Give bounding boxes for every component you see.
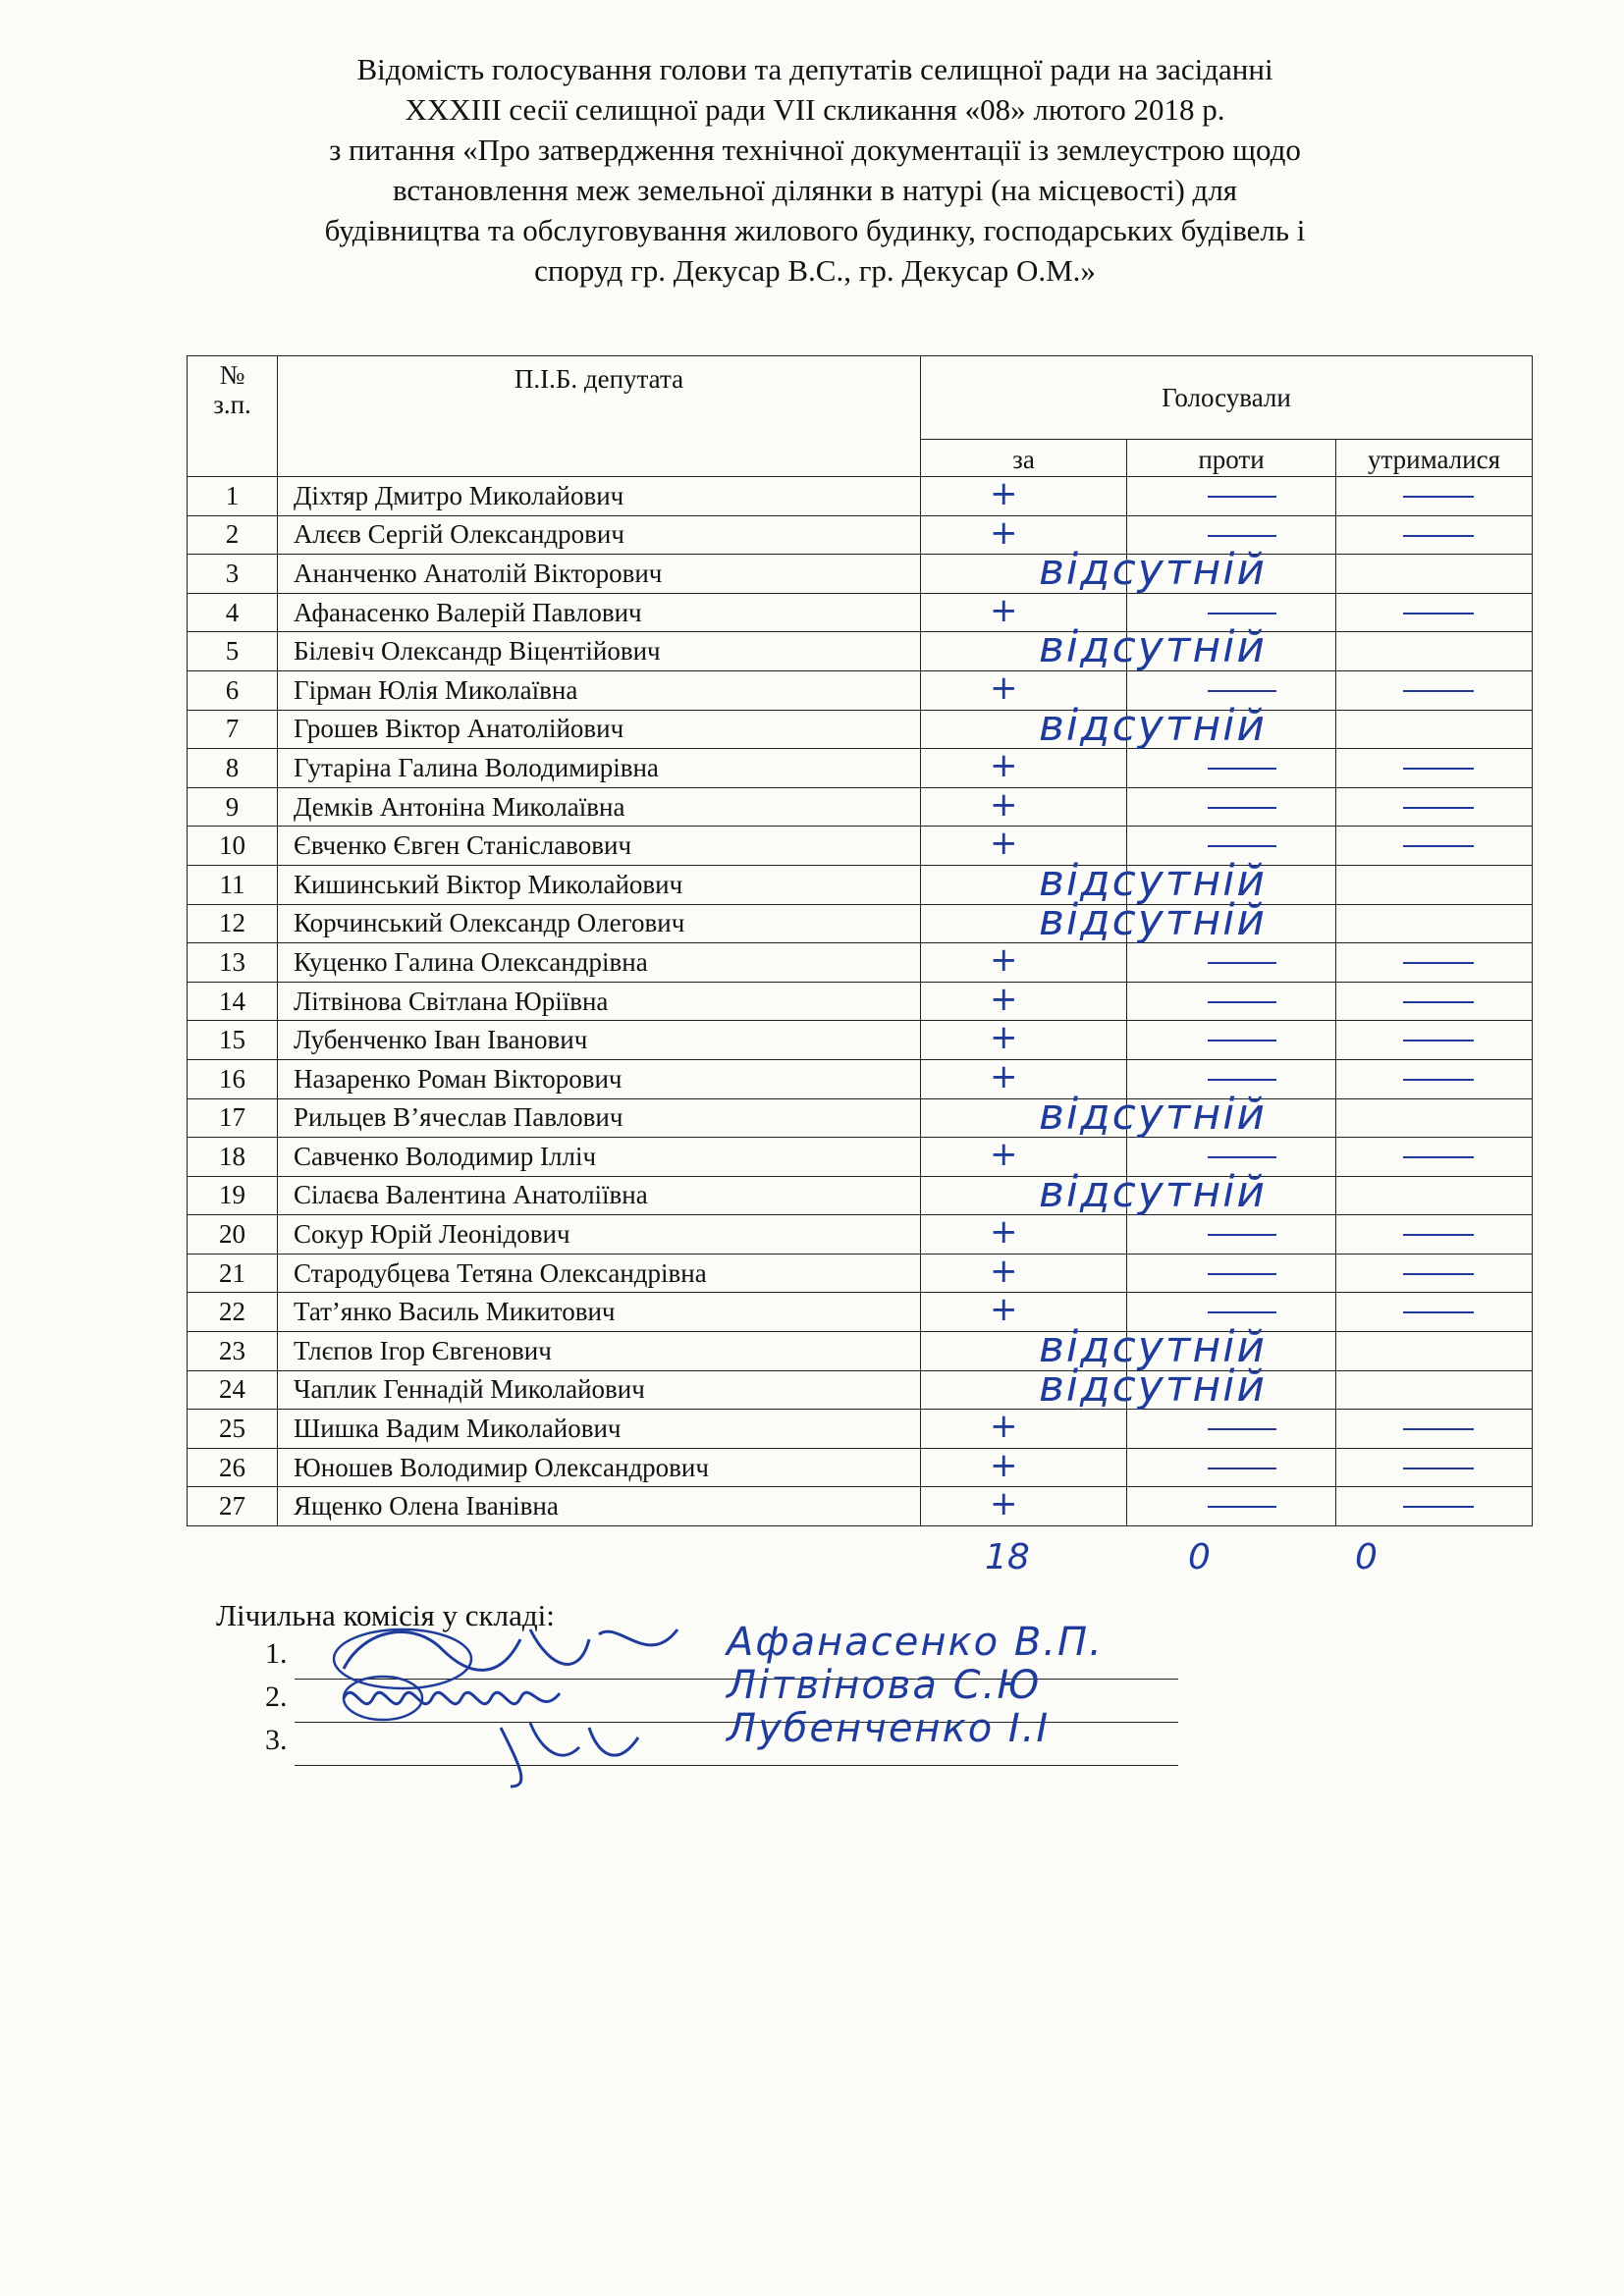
title-line-1: Відомість голосування голови та депутатів селищної ради на засіданні (356, 52, 1273, 86)
row-number: 4 (188, 593, 278, 632)
absent-mark: відсутній (1039, 894, 1268, 945)
plus-mark-icon: + (990, 746, 1018, 786)
plus-mark-icon: + (990, 1407, 1018, 1447)
vote-abstained-cell (1336, 1370, 1533, 1410)
signature-scribble-icon (481, 1708, 658, 1796)
vote-for-cell (921, 746, 1127, 788)
dash-mark-icon (1208, 690, 1276, 692)
dash-mark-icon (1208, 535, 1276, 537)
dash-mark-icon (1403, 535, 1474, 537)
plus-mark-icon: + (990, 1135, 1018, 1175)
absent-mark: відсутній (1039, 1089, 1268, 1140)
deputy-name: Корчинський Олександр Олегович (278, 904, 921, 943)
row-number: 3 (188, 555, 278, 594)
deputy-name: Сілаєва Валентина Анатоліївна (278, 1176, 921, 1215)
vote-against-cell (1127, 787, 1336, 827)
title-line-4: встановлення меж земельної ділянки в натурі (на місцевості) для (392, 173, 1238, 207)
dash-mark-icon (1403, 1156, 1474, 1158)
plus-mark-icon: + (990, 1018, 1018, 1058)
vote-against-cell (1127, 1098, 1336, 1138)
row-number: 23 (188, 1332, 278, 1371)
row-number: 17 (188, 1098, 278, 1138)
voting-table (187, 355, 1533, 1526)
vote-against-cell (1127, 749, 1336, 788)
plus-mark-icon: + (990, 940, 1018, 981)
dash-mark-icon (1403, 496, 1474, 498)
total-against: 0 (1188, 1537, 1211, 1577)
dash-mark-icon (1403, 807, 1474, 809)
table-row (188, 632, 1533, 671)
member-number: 2. (265, 1681, 288, 1713)
dash-mark-icon (1403, 768, 1474, 770)
deputy-name: Савченко Володимир Ілліч (278, 1138, 921, 1177)
plus-mark-icon: + (990, 1445, 1018, 1485)
deputy-name: Чаплик Геннадій Миколайович (278, 1370, 921, 1410)
dash-mark-icon (1403, 1234, 1474, 1236)
commission-label: Лічильна комісія у складі: (216, 1598, 555, 1632)
dash-mark-icon (1208, 1156, 1276, 1158)
absent-mark: відсутній (1039, 700, 1268, 751)
deputy-name: Діхтяр Дмитро Миколайович (278, 477, 921, 516)
row-number: 25 (188, 1410, 278, 1449)
member-name: Афанасенко В.П. (727, 1620, 1104, 1665)
deputy-name: Демків Антоніна Миколаївна (278, 787, 921, 827)
plus-mark-icon: + (990, 824, 1018, 864)
vote-against-cell (1127, 477, 1336, 516)
dash-mark-icon (1208, 1001, 1276, 1003)
deputy-name: Стародубцева Тетяна Олександрівна (278, 1254, 921, 1293)
vote-abstained-cell (1336, 982, 1533, 1021)
dash-mark-icon (1208, 1273, 1276, 1275)
row-number: 8 (188, 749, 278, 788)
deputy-name: Тат’янко Василь Микитович (278, 1293, 921, 1332)
total-for: 18 (985, 1537, 1030, 1577)
dash-mark-icon (1208, 1040, 1276, 1041)
deputy-name: Грошев Віктор Анатолійович (278, 710, 921, 749)
row-number: 2 (188, 515, 278, 555)
vote-against-cell (1127, 1487, 1336, 1526)
header-deputy-name: П.І.Б. депутата (278, 356, 921, 477)
row-number: 16 (188, 1059, 278, 1098)
vote-abstained-cell (1336, 1254, 1533, 1293)
plus-mark-icon: + (990, 474, 1018, 513)
dash-mark-icon (1208, 768, 1276, 770)
vote-abstained-cell (1336, 1332, 1533, 1371)
plus-mark-icon: + (990, 512, 1018, 553)
header-number-symbol: № (219, 360, 245, 390)
vote-abstained-cell (1336, 593, 1533, 632)
deputy-name: Ананченко Анатолій Вікторович (278, 555, 921, 594)
dash-mark-icon (1208, 496, 1276, 498)
vote-for-cell (921, 1445, 1127, 1487)
vote-for-cell (921, 1251, 1127, 1293)
table-row (188, 1410, 1533, 1449)
row-number: 10 (188, 827, 278, 866)
vote-against-cell (1127, 904, 1336, 943)
table-row (188, 1293, 1533, 1332)
table-row (188, 1487, 1533, 1526)
vote-against-cell (1127, 1176, 1336, 1215)
vote-for-cell (921, 784, 1127, 827)
vote-abstained-cell (1336, 1059, 1533, 1098)
table-row (188, 1370, 1533, 1410)
table-body (188, 474, 1533, 1526)
table-row (188, 593, 1533, 632)
title-line-2: ХХХIII сесії селищної ради VII скликання «08» лютого 2018 р. (405, 92, 1225, 127)
vote-against-cell (1127, 982, 1336, 1021)
vote-against-cell (1127, 1410, 1336, 1449)
dash-mark-icon (1403, 1040, 1474, 1041)
vote-against-cell (1127, 1215, 1336, 1255)
vote-against-cell (1127, 632, 1336, 671)
plus-mark-icon: + (990, 590, 1018, 630)
absent-mark: відсутній (1039, 855, 1268, 906)
row-number: 6 (188, 670, 278, 710)
vote-abstained-cell (1336, 1293, 1533, 1332)
vote-abstained-cell (1336, 710, 1533, 749)
vote-for-cell (921, 474, 1127, 516)
deputy-name: Назаренко Роман Вікторович (278, 1059, 921, 1098)
vote-against-cell (1127, 943, 1336, 983)
table-row (188, 1021, 1533, 1060)
dash-mark-icon (1403, 1428, 1474, 1430)
plus-mark-icon: + (990, 784, 1018, 825)
deputy-name: Євченко Євген Станіславович (278, 827, 921, 866)
deputy-name: Гутаріна Галина Володимирівна (278, 749, 921, 788)
deputy-name: Кишинський Віктор Миколайович (278, 865, 921, 904)
dash-mark-icon (1208, 1234, 1276, 1236)
table-row (188, 1059, 1533, 1098)
plus-mark-icon: + (990, 667, 1018, 708)
row-number: 11 (188, 865, 278, 904)
row-number: 5 (188, 632, 278, 671)
vote-for-cell (921, 979, 1127, 1021)
dash-mark-icon (1403, 1079, 1474, 1081)
vote-abstained-cell (1336, 1176, 1533, 1215)
row-number: 24 (188, 1370, 278, 1410)
table-row (188, 477, 1533, 516)
absent-mark: відсутній (1039, 545, 1268, 596)
dash-mark-icon (1208, 1079, 1276, 1081)
vote-abstained-cell (1336, 1448, 1533, 1487)
deputy-name: Ященко Олена Іванівна (278, 1487, 921, 1526)
vote-abstained-cell (1336, 670, 1533, 710)
vote-abstained-cell (1336, 632, 1533, 671)
vote-against-cell (1127, 1254, 1336, 1293)
dash-mark-icon (1208, 1428, 1276, 1430)
deputy-name: Сокур Юрій Леонідович (278, 1215, 921, 1255)
vote-abstained-cell (1336, 555, 1533, 594)
vote-abstained-cell (1336, 787, 1533, 827)
member-name: Лубенченко І.І (727, 1706, 1051, 1751)
title-line-3: з питання «Про затвердження технічної документації із землеустрою щодо (329, 133, 1301, 167)
header-abstained: утрималися (1336, 440, 1533, 477)
vote-for-cell (921, 545, 1268, 596)
table-row (188, 1332, 1533, 1371)
dash-mark-icon (1403, 845, 1474, 847)
vote-for-cell (921, 1089, 1268, 1140)
header-for: за (921, 440, 1127, 477)
deputy-name: Білевіч Олександр Віцентійович (278, 632, 921, 671)
deputy-name: Куценко Галина Олександрівна (278, 943, 921, 983)
member-number: 1. (265, 1637, 288, 1670)
dash-mark-icon (1208, 845, 1276, 847)
vote-against-cell (1127, 1021, 1336, 1060)
vote-abstained-cell (1336, 1215, 1533, 1255)
member-name: Літвінова С.Ю (727, 1663, 1042, 1708)
table-row (188, 827, 1533, 866)
table-row (188, 982, 1533, 1021)
absent-mark: відсутній (1039, 1322, 1268, 1373)
plus-mark-icon: + (990, 1484, 1018, 1524)
absent-mark: відсутній (1039, 622, 1268, 673)
table-row (188, 670, 1533, 710)
dash-mark-icon (1403, 690, 1474, 692)
vote-for-cell (921, 1484, 1127, 1526)
plus-mark-icon: + (990, 1290, 1018, 1330)
deputy-name: Афанасенко Валерій Павлович (278, 593, 921, 632)
title-line-6: споруд гр. Декусар В.С., гр. Декусар О.М.» (534, 253, 1096, 288)
vote-for-cell (921, 1018, 1127, 1060)
row-number: 9 (188, 787, 278, 827)
table-row (188, 555, 1533, 594)
dash-mark-icon (1208, 613, 1276, 614)
vote-for-cell (921, 894, 1268, 945)
row-number: 1 (188, 477, 278, 516)
row-number: 19 (188, 1176, 278, 1215)
table-row (188, 1215, 1533, 1255)
row-number: 27 (188, 1487, 278, 1526)
deputy-name: Літвінова Світлана Юріївна (278, 982, 921, 1021)
plus-mark-icon: + (990, 1251, 1018, 1291)
vote-against-cell (1127, 1370, 1336, 1410)
row-number: 20 (188, 1215, 278, 1255)
row-number: 21 (188, 1254, 278, 1293)
title-line-5: будівництва та обслуговування жилового будинку, господарських будівель і (324, 213, 1306, 247)
row-number: 14 (188, 982, 278, 1021)
table-row (188, 1254, 1533, 1293)
vote-abstained-cell (1336, 1098, 1533, 1138)
vote-for-cell (921, 622, 1268, 673)
vote-against-cell (1127, 555, 1336, 594)
row-number: 12 (188, 904, 278, 943)
absent-mark: відсутній (1039, 1361, 1268, 1412)
vote-abstained-cell (1336, 515, 1533, 555)
row-number: 26 (188, 1448, 278, 1487)
dash-mark-icon (1208, 807, 1276, 809)
deputy-name: Рильцев В’ячеслав Павлович (278, 1098, 921, 1138)
table-row (188, 710, 1533, 749)
dash-mark-icon (1208, 962, 1276, 964)
vote-for-cell (921, 700, 1268, 751)
dash-mark-icon (1403, 613, 1474, 614)
deputy-name: Лубенченко Іван Іванович (278, 1021, 921, 1060)
vote-abstained-cell (1336, 904, 1533, 943)
vote-abstained-cell (1336, 749, 1533, 788)
table-row (188, 904, 1533, 943)
header-against: проти (1127, 440, 1336, 477)
table-row (188, 515, 1533, 555)
dash-mark-icon (1403, 1311, 1474, 1313)
total-abstained: 0 (1355, 1537, 1378, 1577)
header-number (188, 356, 278, 477)
vote-for-cell (921, 1361, 1268, 1412)
vote-abstained-cell (1336, 1138, 1533, 1177)
vote-for-cell (921, 1407, 1127, 1449)
plus-mark-icon: + (990, 1212, 1018, 1253)
table-row (188, 1176, 1533, 1215)
dash-mark-icon (1403, 1468, 1474, 1469)
vote-for-cell (921, 940, 1127, 983)
absent-mark: відсутній (1039, 1166, 1268, 1217)
member-number: 3. (265, 1724, 288, 1756)
vote-against-cell (1127, 1448, 1336, 1487)
plus-mark-icon: + (990, 1056, 1018, 1096)
deputy-name: Гірман Юлія Миколаївна (278, 670, 921, 710)
table-row (188, 865, 1533, 904)
vote-for-cell (921, 1212, 1127, 1255)
dash-mark-icon (1403, 1001, 1474, 1003)
table-row (188, 1448, 1533, 1487)
dash-mark-icon (1208, 1311, 1276, 1313)
row-number: 18 (188, 1138, 278, 1177)
dash-mark-icon (1208, 1506, 1276, 1508)
table-row (188, 749, 1533, 788)
table-row (188, 787, 1533, 827)
dash-mark-icon (1403, 962, 1474, 964)
deputy-name: Алєєв Сергій Олександрович (278, 515, 921, 555)
vote-abstained-cell (1336, 1410, 1533, 1449)
document-title (196, 49, 1434, 291)
vote-abstained-cell (1336, 827, 1533, 866)
vote-abstained-cell (1336, 865, 1533, 904)
vote-against-cell (1127, 710, 1336, 749)
vote-for-cell (921, 1166, 1268, 1217)
row-number: 7 (188, 710, 278, 749)
table-row (188, 1098, 1533, 1138)
header-voted: Голосували (921, 356, 1533, 440)
row-number: 13 (188, 943, 278, 983)
plus-mark-icon: + (990, 979, 1018, 1019)
dash-mark-icon (1403, 1273, 1474, 1275)
vote-abstained-cell (1336, 1487, 1533, 1526)
deputy-name: Тлєпов Ігор Євгенович (278, 1332, 921, 1371)
vote-abstained-cell (1336, 943, 1533, 983)
header-number-abbr: з.п. (213, 390, 251, 419)
table-row (188, 1138, 1533, 1177)
vote-abstained-cell (1336, 1021, 1533, 1060)
row-number: 15 (188, 1021, 278, 1060)
dash-mark-icon (1208, 1468, 1276, 1469)
deputy-name: Юношев Володимир Олександрович (278, 1448, 921, 1487)
vote-abstained-cell (1336, 477, 1533, 516)
dash-mark-icon (1403, 1506, 1474, 1508)
deputy-name: Шишка Вадим Миколайович (278, 1410, 921, 1449)
row-number: 22 (188, 1293, 278, 1332)
table-row (188, 943, 1533, 983)
